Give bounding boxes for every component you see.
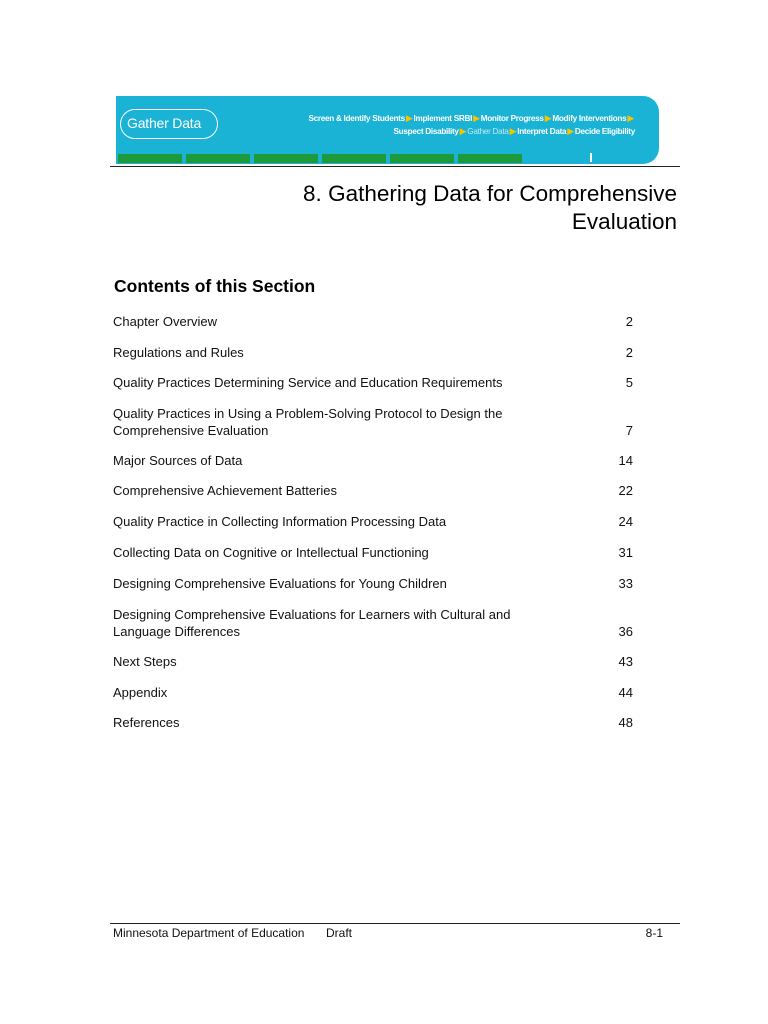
toc-entry-title: Chapter Overview <box>113 314 218 329</box>
toc-entry-title: Quality Practices in Using a Problem-Solving Protocol to Design the Comprehensive Evaluation <box>113 406 503 438</box>
progress-segment <box>322 154 386 163</box>
footer-status: Draft <box>326 926 353 940</box>
process-banner <box>116 96 659 164</box>
toc-entry-title: Designing Comprehensive Evaluations for Learners with Cultural and Language Differences <box>113 607 511 639</box>
breadcrumb-step: Monitor Progress <box>480 114 544 123</box>
arrow-right-icon: ▶ <box>459 126 467 136</box>
footer-rule <box>110 923 680 924</box>
arrow-right-icon: ▶ <box>473 113 480 123</box>
toc-entry-title: Comprehensive Achievement Batteries <box>113 483 338 498</box>
toc-entry-title: Major Sources of Data <box>113 453 243 468</box>
toc-entry-title: Collecting Data on Cognitive or Intellectual Functioning <box>113 545 429 560</box>
toc-entry-title: Quality Practices Determining Service and Education Requirements <box>113 375 503 390</box>
toc-entry-page: 36 <box>618 624 633 639</box>
page-title <box>197 180 677 236</box>
toc-entry-page: 2 <box>625 345 633 360</box>
breadcrumb-step: Decide Eligibility <box>574 127 635 136</box>
footer-org: Minnesota Department of Education <box>113 926 305 940</box>
toc-entry-page: 5 <box>625 375 633 390</box>
toc-entry-title: Quality Practice in Collecting Information Processing Data <box>113 514 447 529</box>
toc-entry <box>113 482 633 499</box>
breadcrumb-step: Suspect Disability <box>393 127 459 136</box>
arrow-right-icon: ▶ <box>627 113 634 123</box>
progress-segment <box>186 154 250 163</box>
toc-entry-page: 43 <box>618 654 633 669</box>
breadcrumb-step: Modify Interventions <box>552 114 627 123</box>
toc-entry-title: Designing Comprehensive Evaluations for Young Children <box>113 576 447 591</box>
process-breadcrumb <box>308 112 635 138</box>
toc-entry-page: 14 <box>618 453 633 468</box>
progress-segments <box>118 154 538 163</box>
progress-tick <box>590 153 592 162</box>
toc-entry <box>113 575 633 592</box>
arrow-right-icon: ▶ <box>509 126 517 136</box>
current-stage-pill: Gather Data <box>120 109 218 139</box>
footer-page-number: 8-1 <box>645 926 663 940</box>
toc-entry <box>113 714 633 731</box>
toc-entry-page: 22 <box>618 483 633 498</box>
toc-entry <box>113 606 633 640</box>
arrow-right-icon: ▶ <box>544 113 552 123</box>
header-rule <box>110 166 680 167</box>
toc-entry <box>113 344 633 361</box>
toc-entry-page: 48 <box>618 715 633 730</box>
toc-entry-page: 7 <box>625 423 633 438</box>
page-title-line-2: Evaluation <box>571 209 677 234</box>
breadcrumb-line-1 <box>308 112 635 125</box>
breadcrumb-line-2 <box>308 125 635 138</box>
toc-entry <box>113 513 633 530</box>
breadcrumb-step: Implement SRBI <box>413 114 473 123</box>
progress-segment <box>118 154 182 163</box>
breadcrumb-step: Interpret Data <box>517 127 567 136</box>
toc-entry-title: Appendix <box>113 685 168 700</box>
toc-entry <box>113 653 633 670</box>
toc-entry-page: 33 <box>618 576 633 591</box>
breadcrumb-step: Gather Data <box>467 127 509 136</box>
progress-segment <box>458 154 522 163</box>
toc-entry-page: 44 <box>618 685 633 700</box>
toc-entry <box>113 374 633 391</box>
toc-entry-title: Next Steps <box>113 654 177 669</box>
progress-segment <box>254 154 318 163</box>
arrow-right-icon: ▶ <box>405 113 413 123</box>
arrow-right-icon: ▶ <box>567 126 574 136</box>
page-title-line-1: 8. Gathering Data for Comprehensive <box>303 181 677 206</box>
toc-entry-page: 31 <box>618 545 633 560</box>
toc-entry <box>113 313 633 330</box>
toc-entry <box>113 684 633 701</box>
toc-entry <box>113 452 633 469</box>
toc-entry-title: References <box>113 715 180 730</box>
toc-entry <box>113 405 633 439</box>
toc-entry-page: 24 <box>618 514 633 529</box>
toc-entry-title: Regulations and Rules <box>113 345 244 360</box>
progress-segment <box>390 154 454 163</box>
contents-heading: Contents of this Section <box>114 276 316 296</box>
toc-entry-page: 2 <box>625 314 633 329</box>
toc-entry <box>113 544 633 561</box>
breadcrumb-step: Screen & Identify Students <box>308 114 405 123</box>
